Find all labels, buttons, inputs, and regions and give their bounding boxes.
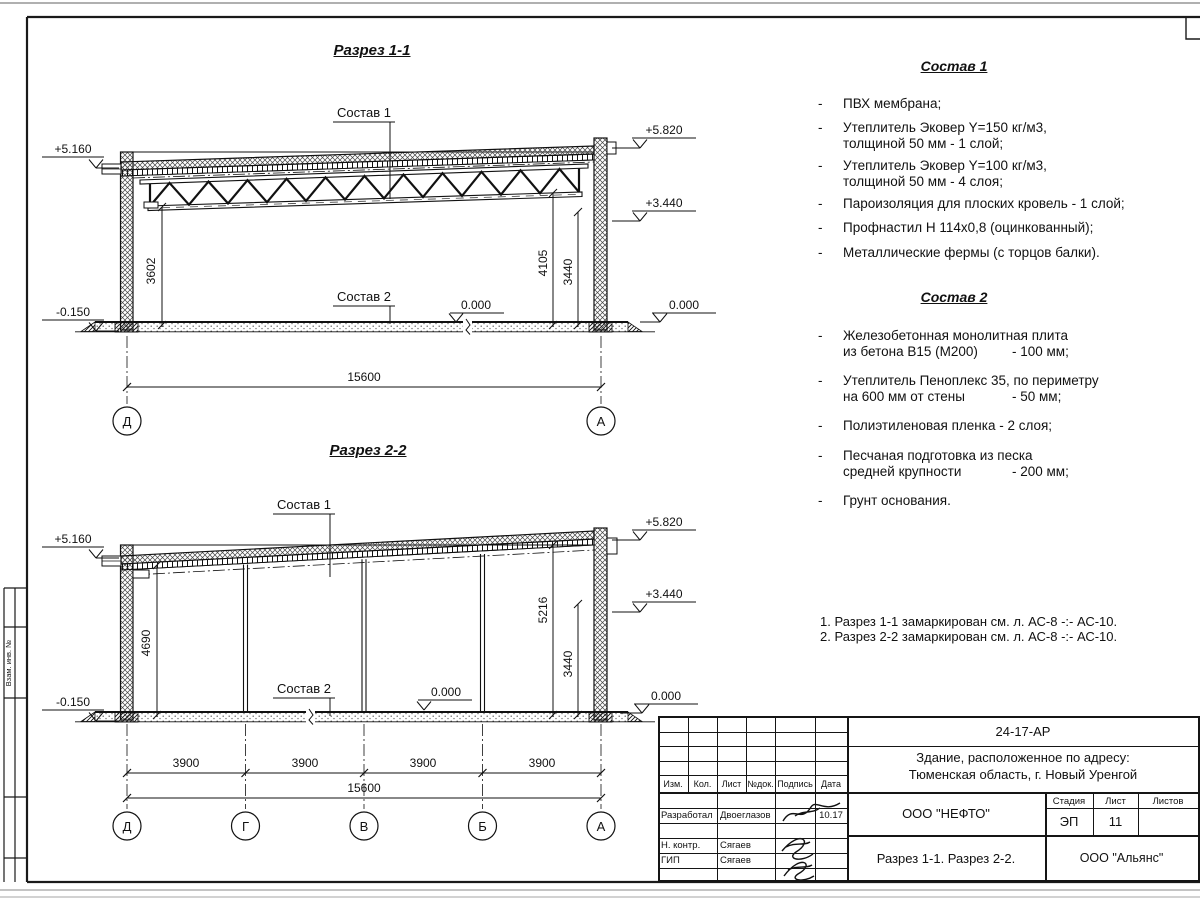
s2-bay-4: 3900 (528, 756, 556, 770)
list-item (818, 220, 1093, 236)
item-text: Утеплитель Эковер Y=100 кг/м3, (843, 158, 1047, 173)
tb-date-developer: 10.17 (819, 810, 843, 821)
tb-object-line2: Тюменская область, г. Новый Уренгой (908, 767, 1138, 782)
s2-elev-right-mid: +3.440 (645, 587, 683, 601)
tb-col-list: Лист (721, 779, 742, 789)
list-item (818, 448, 1069, 479)
list-item (818, 196, 1125, 212)
s1-elev-left-bottom: -0.150 (55, 305, 91, 319)
bullet-dash: - (818, 120, 823, 135)
dim-3440-s1: 3440 (561, 258, 575, 286)
axis-s2-g: Г (241, 819, 250, 834)
signature-gip (784, 862, 814, 880)
tb-col-ndoc: №док. (747, 779, 774, 789)
list-item (818, 493, 951, 509)
tb-col-kol: Кол. (693, 779, 712, 789)
item-text: Профнастил Н 114х0,8 (оцинкованный); (843, 220, 1094, 235)
item-text: Полиэтиленовая пленка - 2 слоя; (843, 418, 1053, 433)
bullet-dash: - (818, 418, 823, 433)
s2-elev-right-zero: 0.000 (650, 689, 682, 703)
s2-elev-left-top: +5.160 (54, 532, 92, 546)
tb-stage-label: Стадия (1052, 796, 1086, 807)
item-text: Железобетонная монолитная плита (843, 328, 1069, 343)
s1-elev-right-mid: +3.440 (645, 196, 683, 210)
tb-object-line1: Здание, расположенное по адресу: (916, 750, 1130, 765)
item-text: Утеплитель Эковер Y=150 кг/м3, (843, 120, 1047, 135)
item-text: Металлические фермы (с торцов балки). (843, 245, 1100, 260)
s2-bay-2: 3900 (291, 756, 319, 770)
item-value: - 50 мм; (1012, 388, 1062, 404)
item-value: - 100 мм; (1012, 343, 1069, 359)
axis-s2-b: Б (478, 819, 487, 834)
bullet-dash: - (818, 448, 823, 463)
note-line-2: 2. Разрез 2-2 замаркирован см. л. АС-8 -:- АС-10. (820, 629, 1118, 644)
bullet-dash: - (818, 328, 823, 343)
s1-elev-right-top: +5.820 (645, 123, 683, 137)
item-text: из бетона В15 (М200) (843, 343, 978, 359)
tb-name-gip: Сягаев (720, 855, 751, 866)
tb-stage-value: ЭП (1059, 814, 1079, 829)
tb-col-podpis: Подпись (777, 779, 813, 789)
dim-3602: 3602 (144, 257, 158, 285)
list-item (818, 328, 1068, 359)
tb-name-ncontr: Сягаев (720, 840, 751, 851)
tb-role-developer: Разработал (661, 810, 713, 821)
list-item (818, 158, 1047, 189)
s1-sostav2-label: Состав 2 (337, 289, 391, 304)
dim-4690: 4690 (139, 629, 153, 657)
tb-col-data: Дата (821, 779, 841, 789)
section-2-title: Разрез 2-2 (329, 442, 407, 459)
tb-sheet-label: Лист (1105, 796, 1126, 807)
tb-sheets-label: Листов (1152, 796, 1184, 807)
s2-sostav2-label: Состав 2 (277, 681, 331, 696)
side-stamp-strip (4, 588, 27, 882)
dim-5216: 5216 (536, 596, 550, 624)
item-text: Утеплитель Пеноплекс 35, по периметру (843, 373, 1099, 388)
sostav1-heading: Состав 1 (920, 58, 988, 74)
bullet-dash: - (818, 158, 823, 173)
section-1-title: Разрез 1-1 (333, 42, 411, 59)
side-stamp-label: Взам. инв. № (4, 639, 13, 687)
s1-elev-floor-zero: 0.000 (460, 298, 492, 312)
tb-contractor: ООО "Альянс" (1079, 851, 1164, 865)
s2-bay-3: 3900 (409, 756, 437, 770)
dim-3440-s2: 3440 (561, 650, 575, 678)
dim-texts (139, 249, 575, 677)
item-text: Песчаная подготовка из песка (843, 448, 1033, 463)
bullet-dash: - (818, 245, 823, 260)
list-item (818, 245, 1100, 261)
s2-elev-floor-zero: 0.000 (430, 685, 462, 699)
sostav2-heading: Состав 2 (920, 289, 988, 305)
list-item (818, 373, 1099, 404)
s2-dim-total: 15600 (347, 781, 381, 795)
s2-bay-1: 3900 (172, 756, 200, 770)
tb-role-gip: ГИП (661, 855, 680, 866)
s1-elev-right-zero: 0.000 (668, 298, 700, 312)
axis-s2-d: Д (122, 819, 132, 834)
s1-elev-left-top: +5.160 (54, 142, 92, 156)
bullet-dash: - (818, 493, 823, 508)
item-text: ПВХ мембрана; (843, 96, 942, 111)
bullet-dash: - (818, 373, 823, 388)
list-item (818, 120, 1047, 151)
axis-s2-v: В (359, 819, 369, 834)
axis-s2-a: А (596, 819, 606, 834)
item-text: Пароизоляция для плоских кровель - 1 слой; (843, 196, 1125, 211)
dim-4105: 4105 (536, 249, 550, 277)
s1-sostav1-label: Состав 1 (337, 105, 391, 120)
list-item (818, 96, 941, 112)
tb-col-izm: Изм. (663, 779, 683, 789)
s2-elev-right-top: +5.820 (645, 515, 683, 529)
bullet-dash: - (818, 96, 823, 111)
item-text: толщиной 50 мм - 4 слоя; (843, 173, 1003, 189)
tb-sheet-title: Разрез 1-1. Разрез 2-2. (876, 851, 1016, 866)
s2-elev-left-bottom: -0.150 (55, 695, 91, 709)
item-text: средней крупности (843, 463, 962, 479)
tb-doc-code: 24-17-АР (995, 724, 1051, 739)
axis-s1-a: А (596, 414, 606, 429)
axis-s1-d: Д (122, 414, 132, 429)
item-value: - 200 мм; (1012, 463, 1069, 479)
tb-role-ncontr: Н. контр. (661, 840, 701, 851)
item-text: Грунт основания. (843, 493, 951, 508)
tb-sheet-value: 11 (1108, 814, 1123, 829)
s1-dim-total: 15600 (347, 370, 381, 384)
bullet-dash: - (818, 220, 823, 235)
list-item (818, 418, 1052, 434)
item-text: на 600 мм от стены (843, 388, 965, 404)
bullet-dash: - (818, 196, 823, 211)
s2-sostav1-label: Состав 1 (277, 497, 331, 512)
note-line-1: 1. Разрез 1-1 замаркирован см. л. АС-8 -:- АС-10. (820, 614, 1118, 629)
item-text: толщиной 50 мм - 1 слой; (843, 135, 1004, 151)
tb-name-developer: Двоеглазов (720, 810, 771, 821)
tb-company: ООО "НЕФТО" (902, 806, 990, 821)
signature-ncontr (782, 839, 813, 860)
